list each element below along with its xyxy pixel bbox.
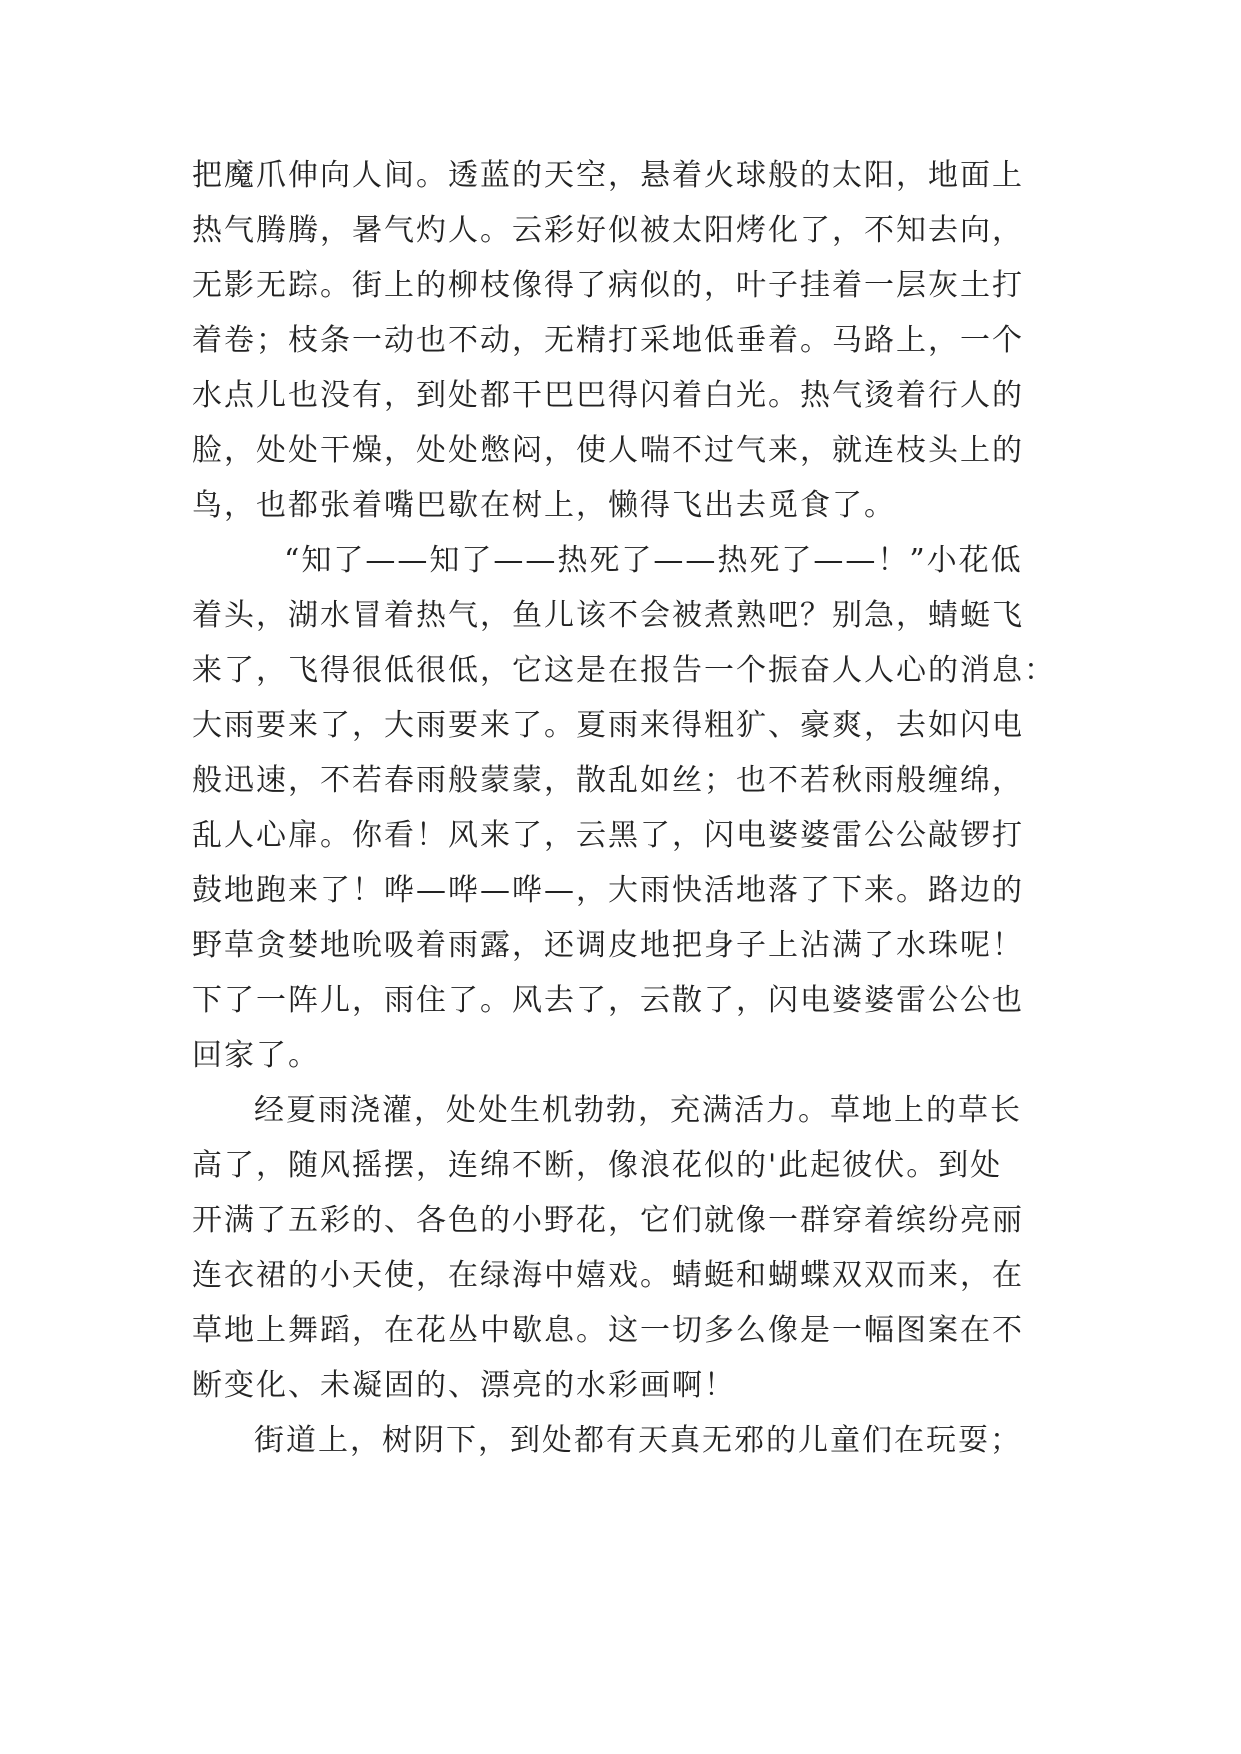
paragraph-line: 脸，处处干燥，处处憋闷，使人喘不过气来，就连枝头上的 bbox=[192, 433, 1024, 468]
paragraph-line: 无影无踪。街上的柳枝像得了病似的，叶子挂着一层灰土打 bbox=[192, 268, 1024, 303]
paragraph-line: 下了一阵儿，雨住了。风去了，云散了，闪电婆婆雷公公也 bbox=[192, 983, 1024, 1018]
paragraph-line: 鸟，也都张着嘴巴歇在树上，懒得飞出去觅食了。 bbox=[192, 488, 896, 523]
paragraph-line: 来了，飞得很低很低，它这是在报告一个振奋人人心的消息： bbox=[192, 653, 1056, 688]
paragraph-line: 着卷；枝条一动也不动，无精打采地低垂着。马路上，一个 bbox=[192, 323, 1024, 358]
paragraph-line: 大雨要来了，大雨要来了。夏雨来得粗犷、豪爽，去如闪电 bbox=[192, 708, 1024, 743]
paragraph-line: 着头，湖水冒着热气，鱼儿该不会被煮熟吧？别急，蜻蜓飞 bbox=[192, 598, 1024, 633]
paragraph-first-line: 经夏雨浇灌，处处生机勃勃，充满活力。草地上的草长 bbox=[254, 1093, 1022, 1128]
paragraph-line: 野草贪婪地吮吸着雨露，还调皮地把身子上沾满了水珠呢！ bbox=[192, 928, 1024, 963]
paragraph-first-line: 街道上，树阴下，到处都有天真无邪的儿童们在玩耍； bbox=[254, 1423, 1022, 1458]
paragraph-line: 连衣裙的小天使，在绿海中嬉戏。蜻蜓和蝴蝶双双而来，在 bbox=[192, 1258, 1024, 1293]
paragraph-line: 把魔爪伸向人间。透蓝的天空，悬着火球般的太阳，地面上 bbox=[192, 158, 1024, 193]
paragraph-line: 高了，随风摇摆，连绵不断，像浪花似的'此起彼伏。到处 bbox=[192, 1148, 1003, 1183]
paragraph-first-line: “知了——知了——热死了——热死了——！”小花低 bbox=[284, 543, 1023, 578]
paragraph-line: 般迅速，不若春雨般蒙蒙，散乱如丝；也不若秋雨般缠绵， bbox=[192, 763, 1024, 798]
paragraph-line: 开满了五彩的、各色的小野花，它们就像一群穿着缤纷亮丽 bbox=[192, 1203, 1024, 1238]
paragraph-line: 乱人心扉。你看！风来了，云黑了，闪电婆婆雷公公敲锣打 bbox=[192, 818, 1024, 853]
paragraph-line: 热气腾腾，暑气灼人。云彩好似被太阳烤化了，不知去向， bbox=[192, 213, 1024, 248]
paragraph-line: 断变化、未凝固的、漂亮的水彩画啊！ bbox=[192, 1368, 736, 1403]
paragraph-line: 水点儿也没有，到处都干巴巴得闪着白光。热气烫着行人的 bbox=[192, 378, 1024, 413]
paragraph-line: 草地上舞蹈，在花丛中歇息。这一切多么像是一幅图案在不 bbox=[192, 1313, 1024, 1348]
paragraph-line: 回家了。 bbox=[192, 1038, 320, 1073]
paragraph-line: 鼓地跑来了！哗—哗—哗—，大雨快活地落了下来。路边的 bbox=[192, 873, 1024, 908]
